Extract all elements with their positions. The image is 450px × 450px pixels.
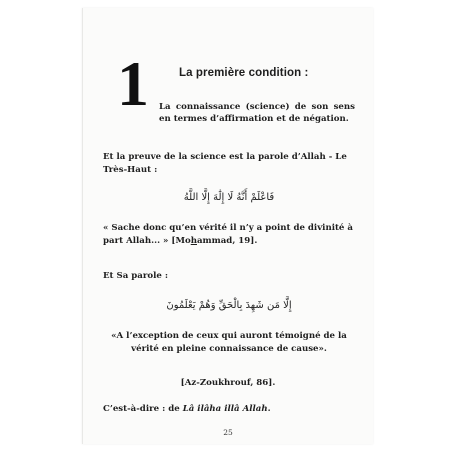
verse-1-translation-end: ammad, 19]. (196, 236, 258, 246)
condition-description: La connaissance (science) de son sens en termes d’affirmation et de négation. (159, 102, 355, 124)
verse-1-translation-text: « Sache donc qu’en vérité il n’y a point de divinité à part Allah... » [Mo (103, 223, 353, 246)
verse-2-reference: [Az-Zoukhrouf, 86]. (180, 378, 276, 388)
conclusion (103, 403, 355, 416)
condition-number: 1 (117, 48, 149, 119)
conclusion-suffix: . (267, 404, 271, 414)
verse-1-arabic: فَاعْلَمْ أَنَّهُ لَا إِلَٰهَ إِلَّا اللَّهُ (183, 192, 275, 203)
his-word: Et Sa parole : (103, 271, 169, 281)
verse-1-translation (103, 222, 355, 248)
condition-title: La première condition : (179, 67, 309, 79)
conclusion-prefix: C’est-à-dire : de (103, 404, 183, 414)
conclusion-formula: Lâ ilâha illâ Allah (182, 404, 268, 414)
proof-intro: Et la preuve de la science est la parole d’Allah - Le Très-Haut : (103, 152, 347, 175)
verse-2-translation: «A l’exception de ceux qui auront témoigné de la vérité en pleine connaissance de cause». (111, 331, 347, 354)
book-page (82, 8, 373, 444)
verse-1-translation-underlined: h (190, 236, 197, 246)
page-number: 25 (223, 428, 233, 437)
verse-2-arabic: إِلَّا مَن شَهِدَ بِالْحَقِّ وَهُمْ يَعْلَمُونَ (166, 300, 292, 311)
